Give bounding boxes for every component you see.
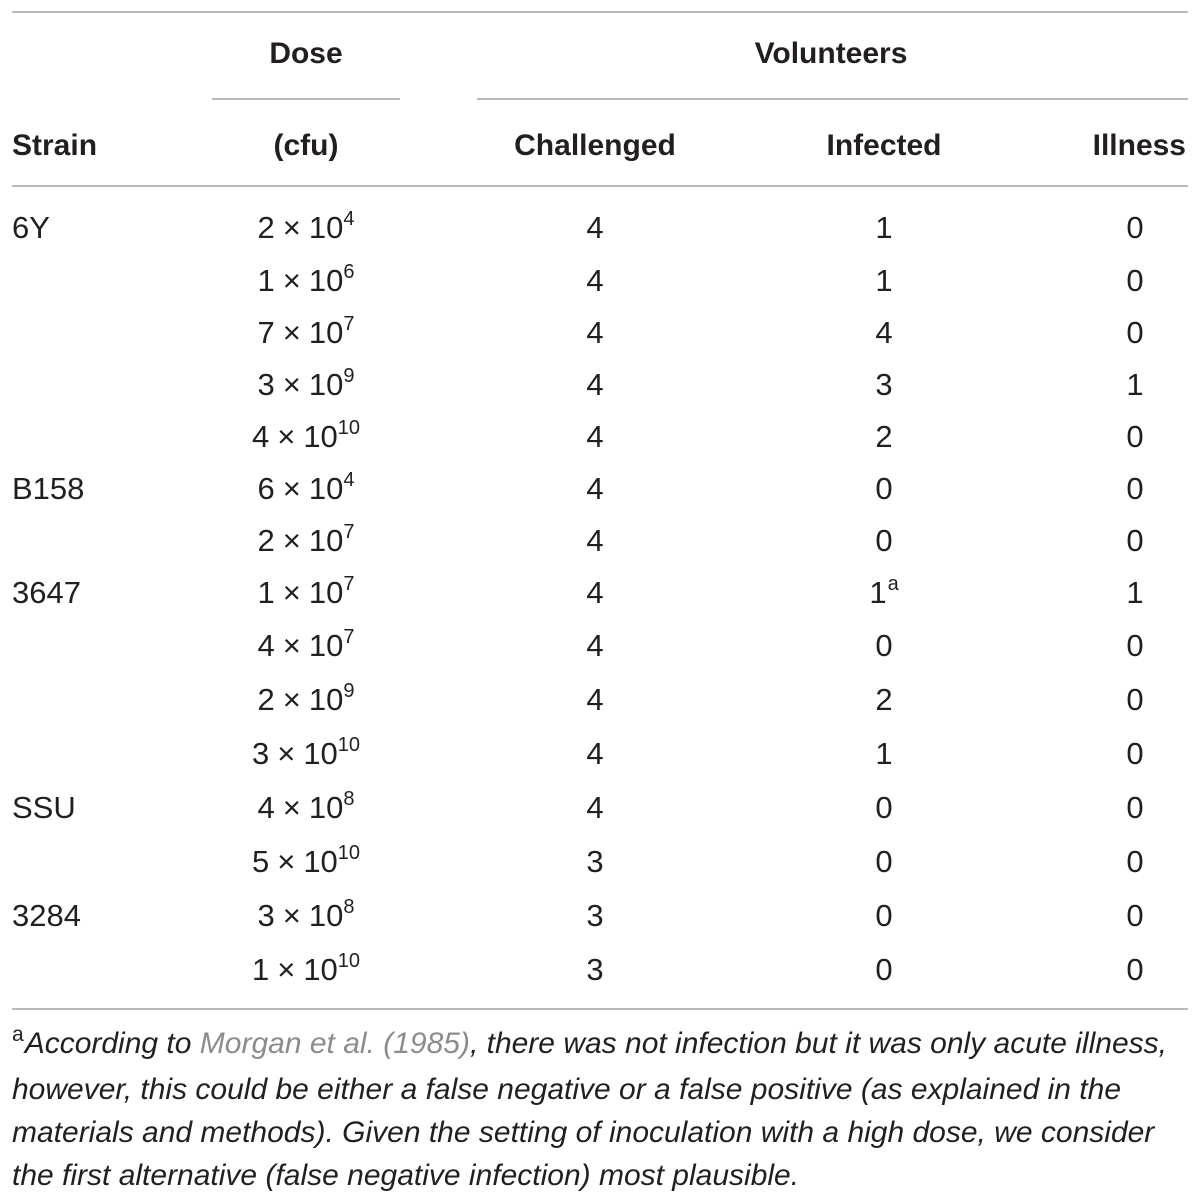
challenged-cell: 4 [586,471,604,506]
dose-cell [206,736,406,776]
infected-cell [784,367,984,403]
infected-cell [784,736,984,772]
strain-cell: 6Y [12,210,50,245]
challenged-cell: 3 [586,898,604,933]
dose-mantissa: 3 [251,736,270,771]
strain-cell: 3647 [12,575,81,610]
dose-base: 10 [308,210,344,245]
infected-value: 1 [869,575,887,610]
times-sign: × [277,952,296,987]
infected-value: 0 [875,523,893,558]
infected-value: 1 [875,210,893,245]
challenged-cell: 4 [586,523,604,558]
dose-base: 10 [308,315,344,350]
dose-cell [206,790,406,830]
challenged-cell: 4 [586,628,604,663]
header-strain: Strain [12,129,98,162]
dose-exponent: 10 [337,734,361,756]
footnote-text-after: , there was not infection but it was only acute illness, however, this could be either a false negative or a false positive (as explained in the materials and methods). Given the setting of inoculation with a high dose, we consider the first alternative (false negative infection) most plausible. [12,1027,1167,1192]
dose-mantissa: 4 [257,790,275,825]
dose-exponent: 8 [343,896,355,918]
infected-value: 1 [875,736,893,771]
challenged-cell: 4 [586,210,604,245]
dose-cell [206,315,406,355]
times-sign: × [282,315,301,350]
times-sign: × [282,367,301,402]
times-sign: × [277,844,296,879]
infected-cell [784,210,984,246]
times-sign: × [282,575,301,610]
dose-base: 10 [303,419,338,454]
header-bottom-rule [12,185,1188,187]
infected-cell [784,628,984,664]
dose-mantissa: 3 [257,898,275,933]
dose-mantissa: 5 [251,844,270,879]
header-dose-unit: (cfu) [273,129,339,162]
infected-value: 0 [875,898,893,933]
infected-cell [784,419,984,455]
dose-mantissa: 2 [257,523,275,558]
illness-cell: 0 [1126,419,1144,454]
times-sign: × [282,682,301,717]
challenged-cell: 4 [586,682,604,717]
dose-exponent: 8 [343,788,355,810]
dose-cell [206,682,406,722]
dose-mantissa: 4 [257,628,275,663]
dose-mantissa: 2 [257,682,275,717]
header-illness: Illness [1092,129,1186,162]
infected-cell [784,523,984,559]
dose-cell [206,471,406,511]
infected-cell [784,263,984,299]
dose-exponent: 9 [343,365,355,387]
illness-cell: 0 [1126,210,1144,245]
infected-value: 0 [875,844,893,879]
challenged-cell: 3 [586,844,604,879]
infected-value: 1 [875,263,893,298]
infected-cell [784,952,984,988]
infected-value: 0 [875,790,893,825]
times-sign: × [277,419,296,454]
infected-cell [784,575,984,615]
times-sign: × [282,898,301,933]
dose-cell [206,210,406,250]
illness-cell: 0 [1126,628,1144,663]
challenged-cell: 4 [586,736,604,771]
challenged-cell: 4 [586,367,604,402]
dose-exponent: 6 [343,261,355,283]
dose-base: 10 [308,523,344,558]
dose-exponent: 7 [343,573,355,595]
times-sign: × [282,471,301,506]
dose-exponent: 10 [337,417,361,439]
challenged-cell: 4 [586,790,604,825]
footnote-text-before: According to [24,1027,200,1060]
challenged-cell: 4 [586,263,604,298]
dose-cell [206,419,406,459]
times-sign: × [282,790,301,825]
dose-base: 10 [308,682,344,717]
infected-value: 2 [875,419,893,454]
dose-cell [206,523,406,563]
dose-exponent: 7 [343,626,355,648]
dose-cell [206,952,406,992]
footnote-reference-link[interactable]: Morgan et al. (1985) [199,1027,470,1060]
dose-base: 10 [308,628,344,663]
dose-cell [206,628,406,668]
dose-cell [206,844,406,884]
illness-cell: 0 [1126,736,1144,771]
dose-mantissa: 6 [257,471,275,506]
header-challenged: Challenged [514,129,676,162]
dose-mantissa: 3 [257,367,275,402]
dose-mantissa: 4 [251,419,270,454]
dose-base: 10 [308,575,344,610]
illness-cell: 0 [1126,471,1144,506]
dose-mantissa: 1 [257,263,275,298]
strain-cell: SSU [12,790,76,825]
dose-base: 10 [308,263,344,298]
header-dose-group: Dose [269,37,343,70]
volunteers-group-rule [477,98,1188,100]
infected-cell [784,790,984,826]
dose-base: 10 [303,952,338,987]
dose-exponent: 9 [343,680,355,702]
infected-cell [784,682,984,718]
table-footnote [12,1022,1192,1197]
infected-value: 0 [875,471,893,506]
infected-cell [784,471,984,507]
dose-cell [206,263,406,303]
infected-cell [784,315,984,351]
illness-cell: 0 [1126,315,1144,350]
challenged-cell: 3 [586,952,604,987]
illness-cell: 0 [1126,952,1144,987]
dose-group-rule [212,98,400,100]
dose-cell [206,575,406,615]
dose-mantissa: 7 [257,315,275,350]
header-infected: Infected [826,129,942,162]
illness-cell: 0 [1126,790,1144,825]
infected-value: 2 [875,682,893,717]
times-sign: × [282,210,301,245]
dose-exponent: 7 [343,313,355,335]
times-sign: × [282,628,301,663]
challenged-cell: 4 [586,315,604,350]
dose-mantissa: 1 [257,575,275,610]
dose-exponent: 4 [343,208,355,230]
dose-base: 10 [303,844,338,879]
footnote-marker: a [12,1023,24,1046]
dose-mantissa: 2 [257,210,275,245]
dose-exponent: 7 [343,521,355,543]
dose-base: 10 [303,736,338,771]
illness-cell: 1 [1126,575,1144,610]
illness-cell: 0 [1126,263,1144,298]
illness-cell: 0 [1126,844,1144,879]
dose-cell [206,898,406,938]
challenged-cell: 4 [586,419,604,454]
infected-value: 4 [875,315,893,350]
dose-mantissa: 1 [251,952,270,987]
dose-exponent: 4 [343,469,355,491]
header-volunteers-group: Volunteers [754,37,908,70]
infected-value: 0 [875,628,893,663]
strain-cell: B158 [12,471,85,506]
illness-cell: 0 [1126,898,1144,933]
infected-cell [784,844,984,880]
times-sign: × [282,523,301,558]
footnote-ref-marker: a [887,573,899,595]
infected-value: 3 [875,367,893,402]
table-bottom-rule [12,1008,1188,1010]
strain-cell: 3284 [12,898,81,933]
dose-base: 10 [308,367,344,402]
infected-value: 0 [875,952,893,987]
infected-cell [784,898,984,934]
dose-exponent: 10 [337,950,361,972]
times-sign: × [277,736,296,771]
table-top-rule [12,11,1188,13]
illness-cell: 0 [1126,523,1144,558]
illness-cell: 0 [1126,682,1144,717]
dose-base: 10 [308,471,344,506]
challenged-cell: 4 [586,575,604,610]
dose-base: 10 [308,790,344,825]
dose-base: 10 [308,898,344,933]
dose-exponent: 10 [337,842,361,864]
dose-cell [206,367,406,407]
illness-cell: 1 [1126,367,1144,402]
times-sign: × [282,263,301,298]
